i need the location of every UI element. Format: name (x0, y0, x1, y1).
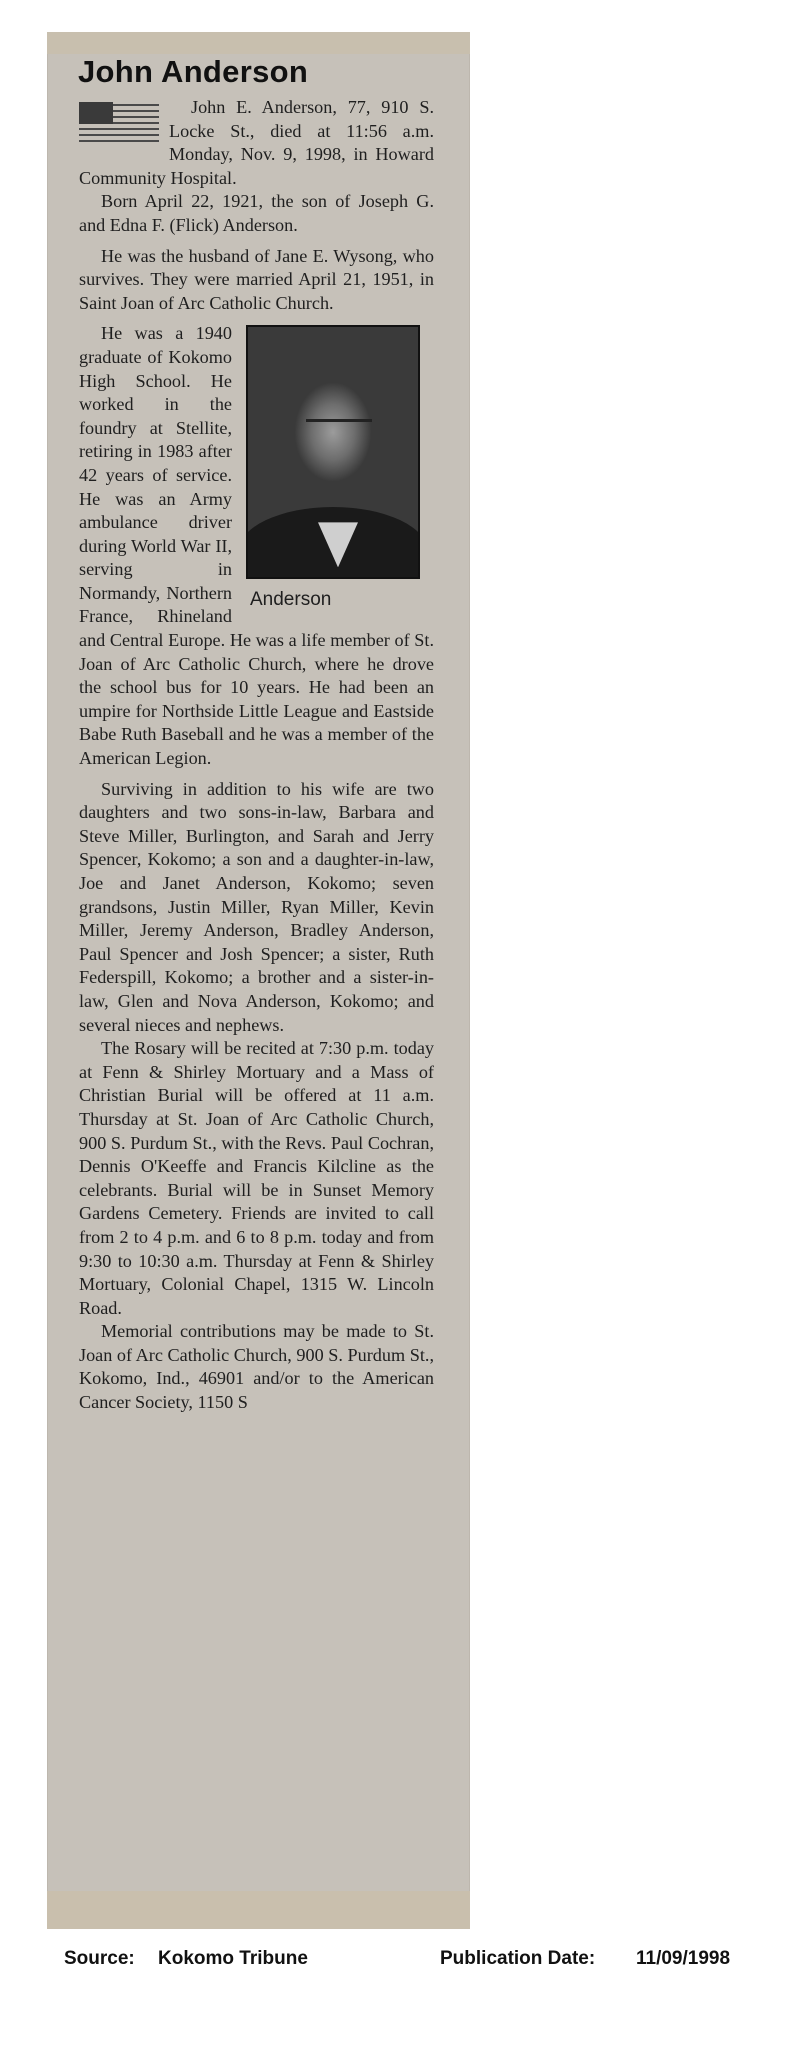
paragraph-career: He was a 1940 graduate of Kokomo High School. He worked in the foundry at Stellite, retiring in 1983 after 42 years of service. He was an Army ambulance driver during World War II, serving in Normandy, Northern France, Rhineland and Central Europe. He was a life member of St. Joan of Arc Catholic Church, where he drove the school bus for 10 years. He had been an umpire for Northside Little League and Eastside Babe Ruth Baseball and he was a member of the American Legion. (79, 323, 434, 769)
paragraph-services: The Rosary will be recited at 7:30 p.m. today at Fenn & Shirley Mortuary and a Mass of Christian Burial will be offered at 11 a.m. Thursday at St. Joan of Arc Catholic Church, 900 S. Purdum St., with the Revs. Paul Cochran, Dennis O'Keeffe and Francis Kilcline as the celebrants. Burial will be in Sunset Memory Gardens Cemetery. Friends are invited to call from 2 to 4 p.m. and 6 to 8 p.m. today and from 9:30 to 10:30 a.m. Thursday at Fenn & Shirley Mortuary, Colonial Chapel, 1315 W. Lincoln Road. (79, 1038, 434, 1318)
publication-date-value: 11/09/1998 (636, 1948, 731, 1969)
photo-caption: Anderson (250, 589, 332, 611)
newspaper-clipping (47, 32, 470, 1929)
paragraph-survivors: Surviving in addition to his wife are two daughters and two sons-in-law, Barbara and Steve Miller, Burlington, and Sarah and Jerry Spencer, Kokomo; a son and a daughter-in-law, Joe and Janet Anderson, Kokomo; seven grandsons, Justin Miller, Ryan Miller, Kevin Miller, Jeremy Anderson, Bradley Anderson, Paul Spencer and Josh Spencer; a sister, Ruth Federspill, Kokomo; a brother and a sister-in-law, Glen and Nova Anderson, Kokomo; and several nieces and nephews. (79, 778, 434, 1035)
obituary-headline: John Anderson (78, 54, 309, 89)
clipping-bottom-edge (47, 1891, 470, 1929)
paragraph-death-notice: John E. Anderson, 77, 910 S. Locke St., died at 11:56 a.m. Monday, Nov. 9, 1998, in Howard Community Hospital. (79, 97, 434, 188)
publication-date-label: Publication Date: (440, 1948, 596, 1969)
portrait-figure (246, 325, 434, 611)
source-label: Source: (64, 1948, 135, 1969)
paragraph-marriage: He was the husband of Jane E. Wysong, who survives. They were married April 21, 1951, in Saint Joan of Arc Catholic Church. (79, 245, 434, 313)
source-value: Kokomo Tribune (158, 1948, 308, 1969)
american-flag-icon (79, 102, 159, 146)
portrait-photo (246, 325, 420, 579)
clipping-top-edge (47, 32, 470, 54)
obituary-article (79, 54, 434, 1415)
paragraph-memorials: Memorial contributions may be made to St. Joan of Arc Catholic Church, 900 S. Purdum St., Kokomo, Ind., 46901 and/or to the American Cancer Society, 1150 S (79, 1321, 434, 1413)
paragraph-birth: Born April 22, 1921, the son of Joseph G. and Edna F. (Flick) Anderson. (79, 191, 434, 235)
